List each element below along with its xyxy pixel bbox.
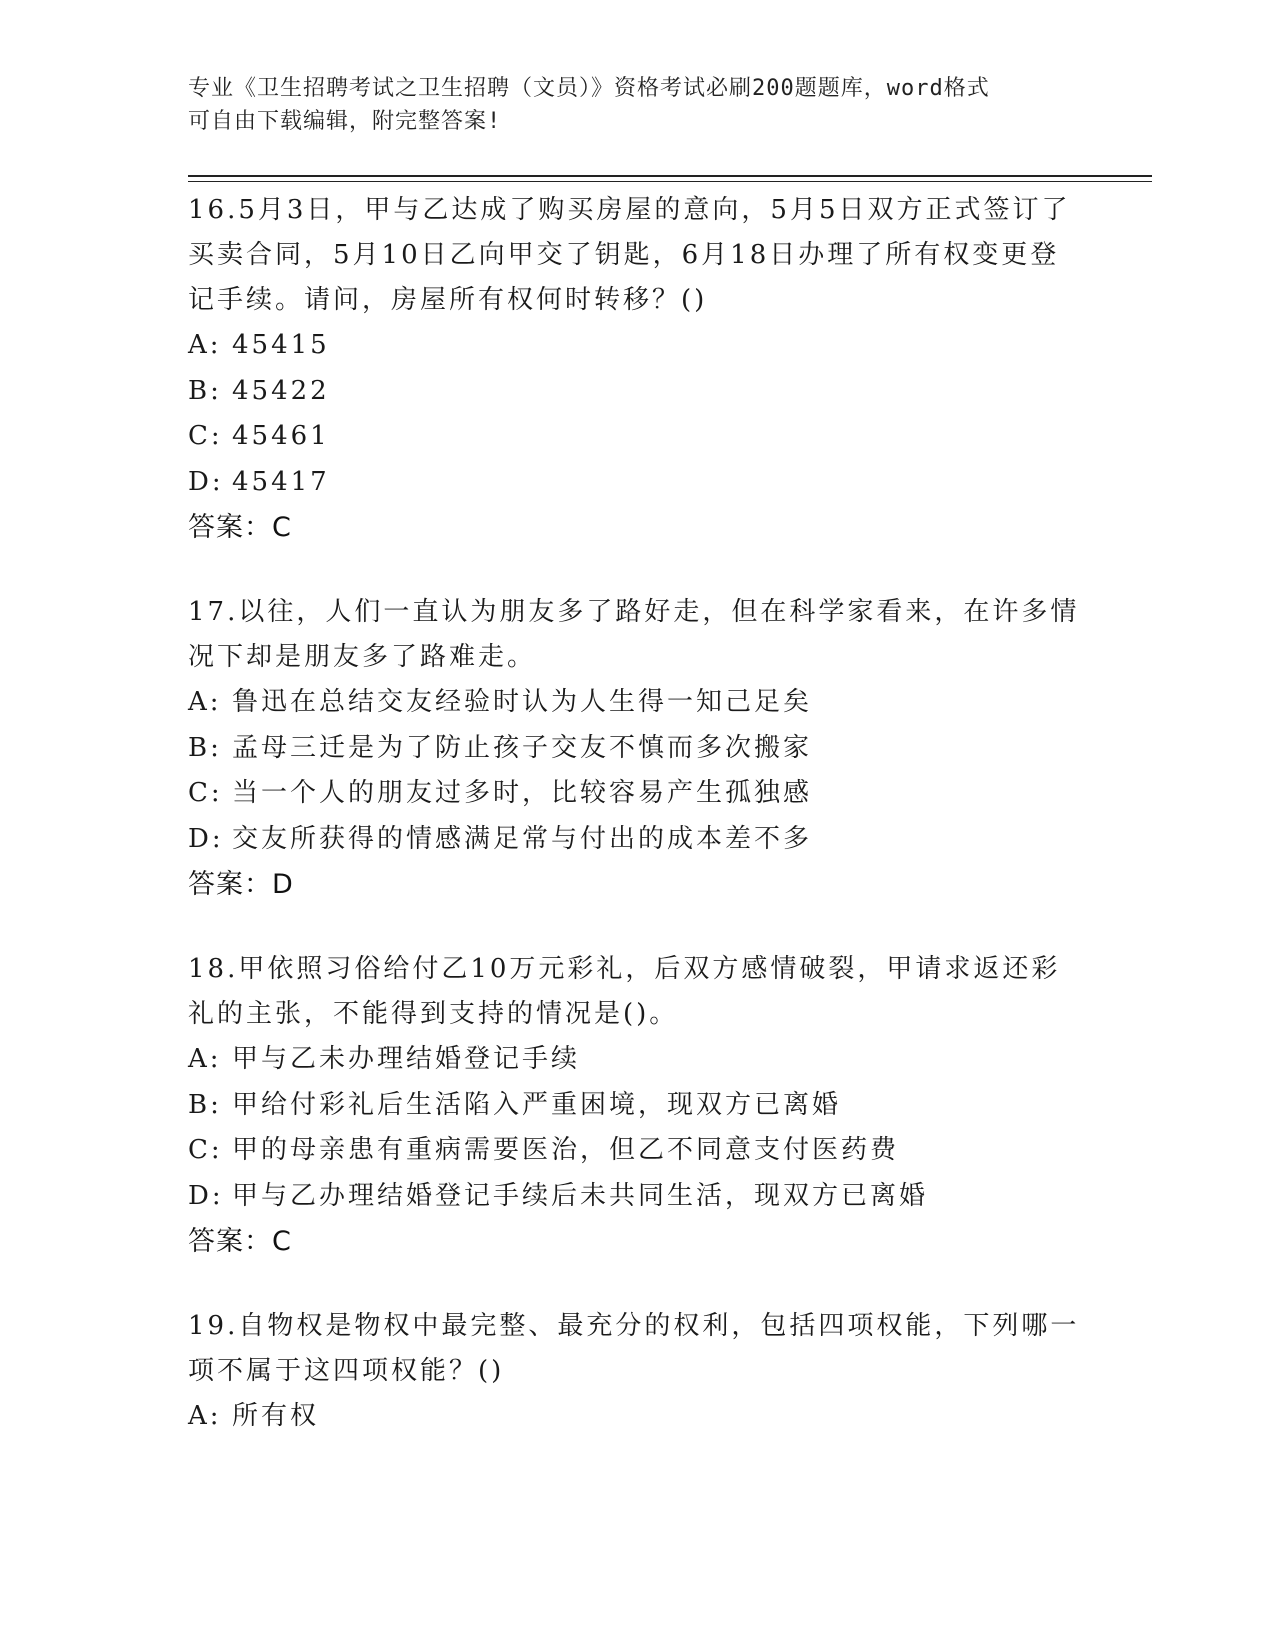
option-a (188, 1037, 1088, 1083)
question-17 (188, 590, 1088, 907)
option-key: A: (188, 1401, 222, 1431)
option-key: B: (188, 375, 222, 406)
option-key: C: (188, 1135, 223, 1165)
option-text: 甲给付彩礼后生活陷入严重困境，现双方已离婚 (232, 1089, 842, 1120)
option-key: B: (188, 732, 222, 763)
option-key: C: (188, 421, 223, 451)
option-key: D: (188, 1180, 224, 1211)
question-stem: 18.甲依照习俗给付乙10万元彩礼，后双方感情破裂，甲请求返还彩礼的主张，不能得到支持的情况是()。 (188, 954, 1061, 1029)
option-text: 甲的母亲患有重病需要医治，但乙不同意支付医药费 (232, 1135, 900, 1165)
option-text: 交友所获得的情感满足常与付出的成本差不多 (232, 823, 813, 854)
document-header (188, 72, 1088, 138)
answer-line: 答案：C (188, 1226, 292, 1257)
header-line-2: 可自由下载编辑，附完整答案! (188, 109, 502, 134)
option-key: D: (188, 823, 224, 854)
question-18 (188, 947, 1088, 1264)
header-divider-thin (188, 181, 1152, 182)
question-list (188, 188, 1088, 1480)
option-text: 当一个人的朋友过多时，比较容易产生孤独感 (232, 778, 813, 808)
option-c (188, 1128, 1088, 1174)
option-b (188, 1083, 1088, 1129)
option-key: A: (188, 1044, 222, 1074)
option-key: B: (188, 1089, 222, 1120)
option-text: 45461 (232, 421, 330, 451)
option-key: A: (188, 687, 222, 717)
option-text: 孟母三迁是为了防止孩子交友不慎而多次搬家 (232, 732, 813, 763)
option-b (188, 726, 1088, 772)
question-stem: 17.以往，人们一直认为朋友多了路好走，但在科学家看来，在许多情况下却是朋友多了路难走。 (188, 597, 1080, 672)
question-19 (188, 1304, 1088, 1440)
option-text: 45422 (232, 375, 330, 406)
option-c (188, 771, 1088, 817)
answer-line: 答案：D (188, 869, 294, 900)
option-c (188, 414, 1088, 460)
option-a (188, 323, 1088, 369)
question-stem: 16.5月3日，甲与乙达成了购买房屋的意向，5月5日双方正式签订了买卖合同，5月10日乙向甲交了钥匙，6月18日办理了所有权变更登记手续。请问，房屋所有权何时转移？() (188, 195, 1071, 315)
option-text: 甲与乙办理结婚登记手续后未共同生活，现双方已离婚 (232, 1180, 929, 1211)
option-text: 鲁迅在总结交友经验时认为人生得一知己足矣 (232, 687, 813, 717)
option-text: 45417 (232, 466, 330, 497)
option-a (188, 680, 1088, 726)
option-d (188, 817, 1088, 863)
option-key: D: (188, 466, 224, 497)
option-b (188, 369, 1088, 415)
option-text: 甲与乙未办理结婚登记手续 (232, 1044, 581, 1074)
question-16 (188, 188, 1088, 550)
option-d (188, 1174, 1088, 1220)
option-text: 所有权 (232, 1401, 320, 1431)
option-text: 45415 (232, 330, 330, 360)
option-d (188, 460, 1088, 506)
question-stem: 19.自物权是物权中最完整、最充分的权利，包括四项权能，下列哪一项不属于这四项权能？() (188, 1311, 1080, 1386)
header-divider-thick (188, 175, 1152, 177)
option-a (188, 1394, 1088, 1440)
answer-line: 答案：C (188, 512, 292, 543)
option-key: A: (188, 330, 222, 360)
header-line-1: 专业《卫生招聘考试之卫生招聘（文员）》资格考试必刷200题题库，word格式 (188, 76, 990, 101)
option-key: C: (188, 778, 223, 808)
